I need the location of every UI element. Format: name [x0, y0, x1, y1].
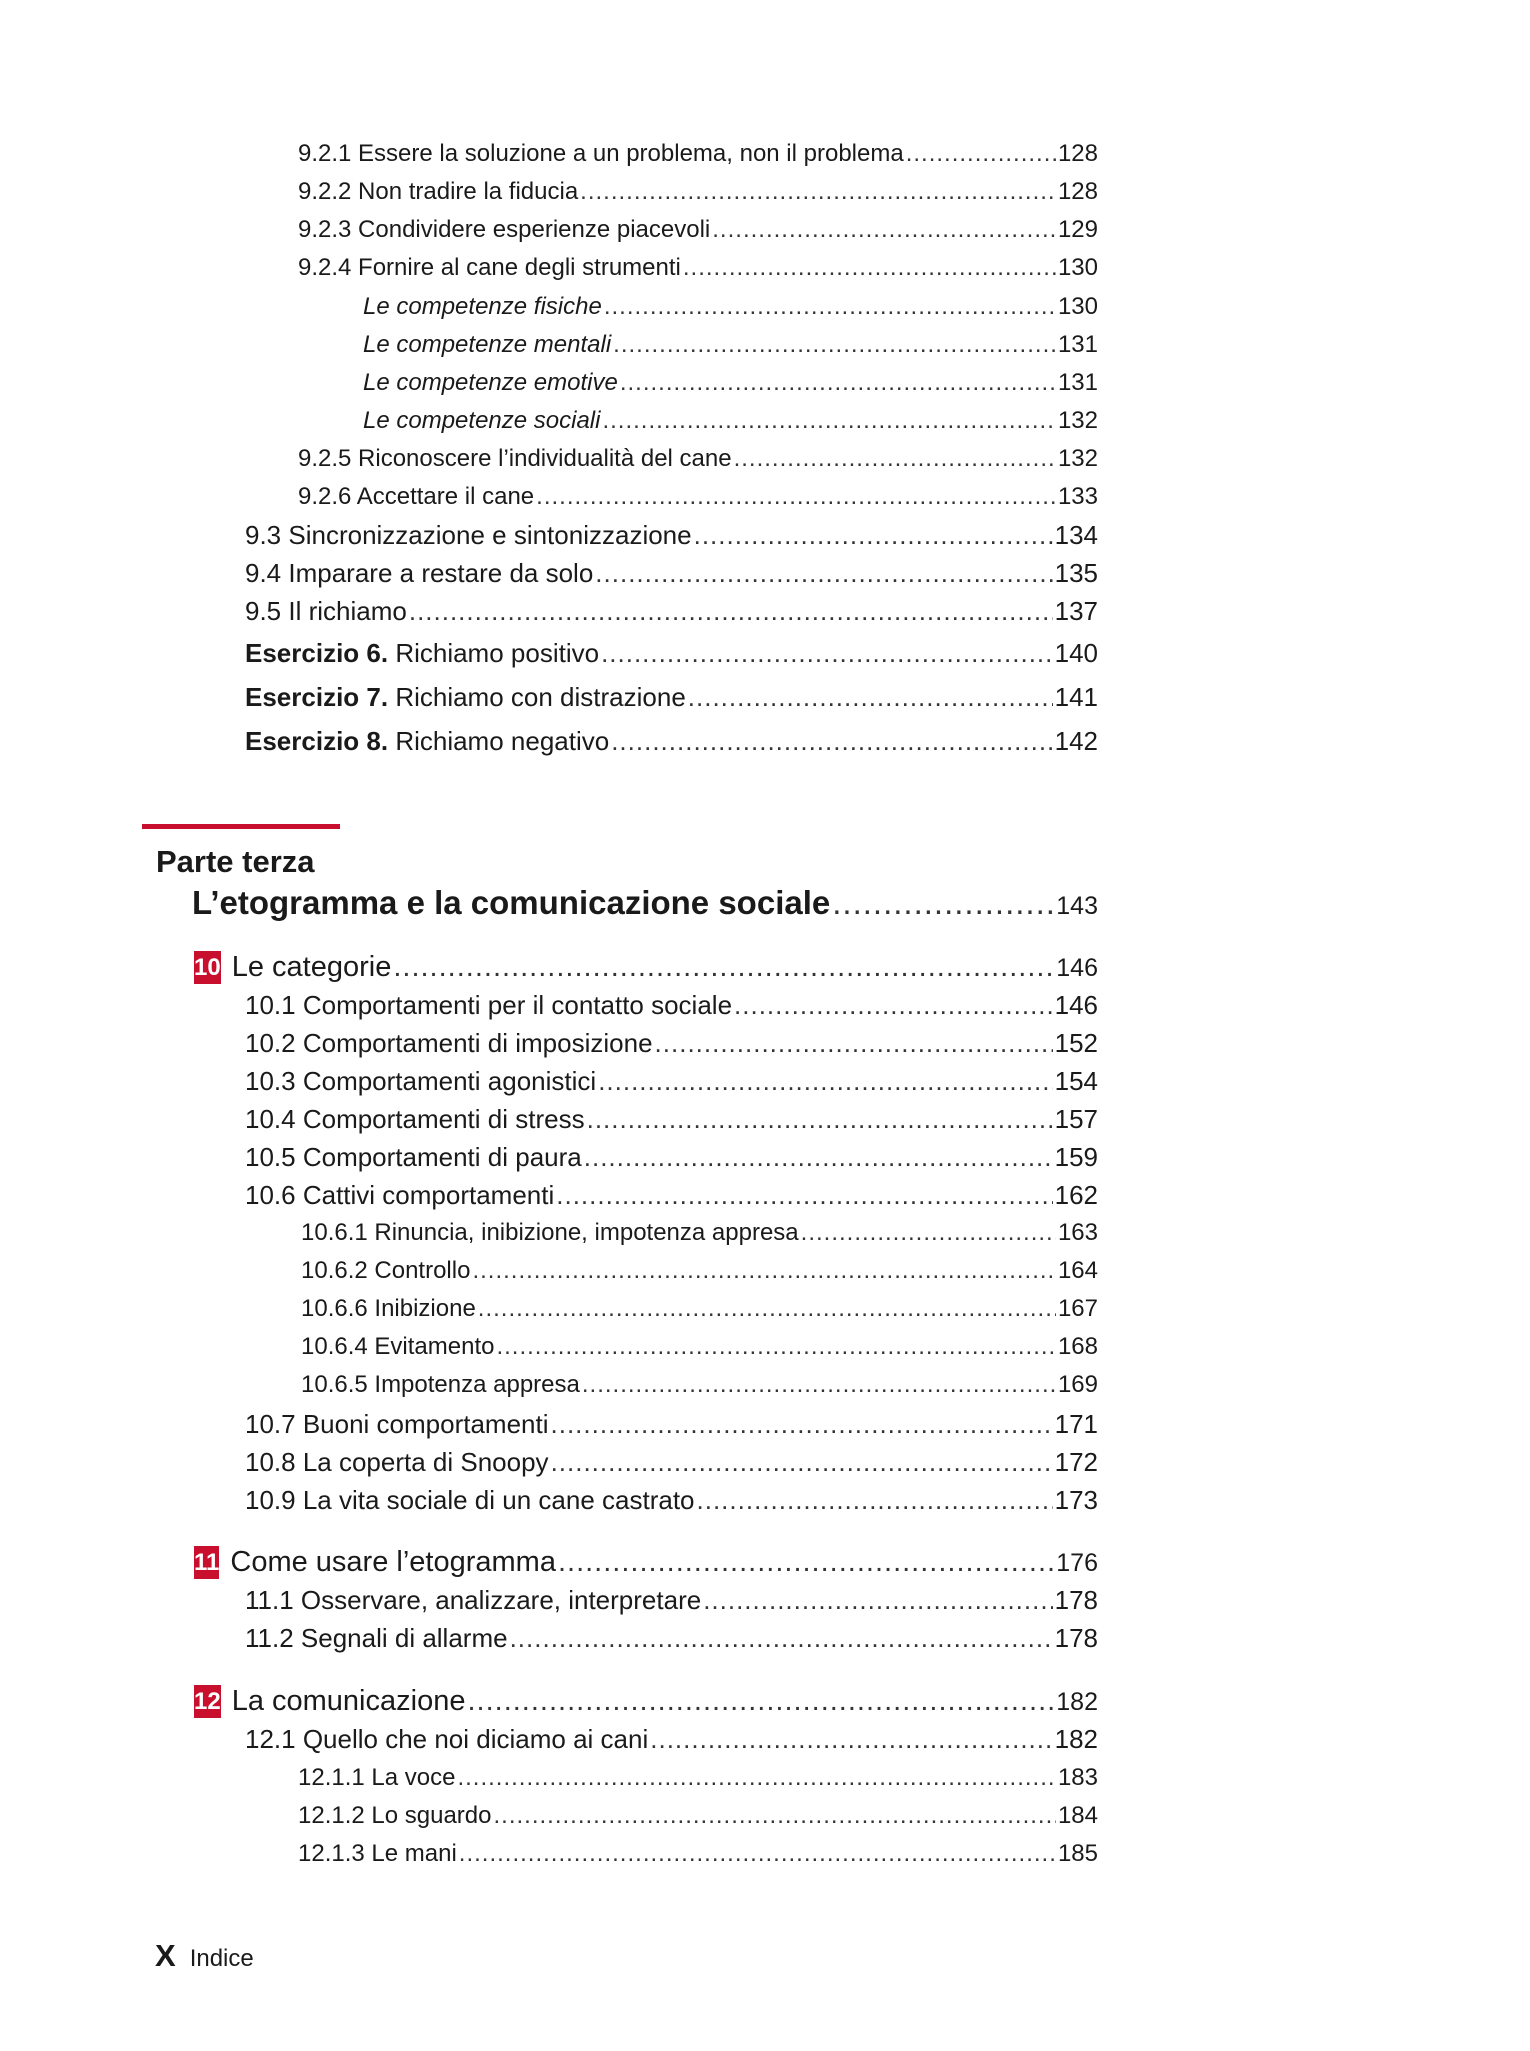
toc-section-page: 159 — [1054, 1142, 1098, 1172]
toc-section-title: 10.7 Buoni comportamenti — [245, 1409, 549, 1439]
toc-section-page: 172 — [1054, 1447, 1098, 1477]
leader-dots — [694, 522, 1053, 548]
leader-dots — [551, 1411, 1053, 1437]
toc-section — [245, 1625, 1098, 1651]
toc-section-title: 12.1 Quello che noi diciamo ai cani — [245, 1724, 649, 1754]
toc-section-title: 10.6 Cattivi comportamenti — [245, 1180, 555, 1210]
leader-dots — [613, 333, 1056, 357]
toc-entry — [298, 447, 1098, 471]
running-footer-label: Indice — [189, 1945, 254, 1972]
toc-subsection-page: 164 — [1057, 1257, 1098, 1284]
toc-entry-page: 129 — [1057, 216, 1098, 243]
leader-dots — [478, 1297, 1056, 1321]
toc-section — [245, 1449, 1098, 1475]
toc-section-page: 146 — [1054, 990, 1098, 1020]
toc-entry-page: 132 — [1057, 445, 1098, 472]
leader-dots — [580, 180, 1056, 204]
toc-section-title: 10.9 La vita sociale di un cane castrato — [245, 1485, 695, 1515]
chapter-number-badge: 10 — [194, 951, 221, 984]
exercise-label: Esercizio 7. — [245, 682, 389, 712]
page-footer — [155, 1940, 254, 1971]
toc-section-title: 10.1 Comportamenti per il contatto sociale — [245, 990, 733, 1020]
leader-dots — [801, 1221, 1056, 1245]
toc-section-page: 137 — [1054, 596, 1098, 626]
leader-dots — [536, 485, 1056, 509]
toc-entry — [363, 371, 1098, 395]
part-page: 143 — [1056, 892, 1098, 920]
toc-section — [245, 1030, 1098, 1056]
leader-dots — [587, 1106, 1053, 1132]
toc-section-page: 162 — [1054, 1180, 1098, 1210]
toc-section-title: 10.5 Comportamenti di paura — [245, 1142, 582, 1172]
leader-dots — [697, 1487, 1053, 1513]
chapter-title: Come usare l’etogramma — [230, 1546, 556, 1578]
toc-section-title: 10.4 Comportamenti di stress — [245, 1104, 585, 1134]
leader-dots — [611, 728, 1052, 754]
leader-dots — [688, 684, 1053, 710]
toc-entry-title: Le competenze sociali — [363, 407, 601, 434]
toc-entry-title: Le competenze fisiche — [363, 293, 602, 320]
leader-dots — [734, 992, 1053, 1018]
toc-section-title: 9.5 Il richiamo — [245, 596, 407, 626]
toc-subsection-page: 163 — [1057, 1219, 1098, 1246]
exercise-title: Richiamo con distrazione — [395, 682, 686, 712]
leader-dots — [595, 560, 1052, 586]
toc-entry-title: 9.2.5 Riconoscere l’individualità del cane — [298, 445, 732, 472]
toc-subsection-title: 10.6.2 Controllo — [301, 1257, 471, 1284]
toc-subsection — [301, 1373, 1098, 1397]
leader-dots — [459, 1842, 1056, 1866]
toc-section-title: 11.1 Osservare, analizzare, interpretare — [245, 1585, 702, 1615]
toc-entry-title: 9.2.6 Accettare il cane — [298, 483, 535, 510]
toc-section — [245, 598, 1098, 624]
toc-entry-page: 128 — [1057, 178, 1098, 205]
toc-section — [245, 1487, 1098, 1513]
toc-exercise — [245, 640, 1098, 666]
toc-subsection — [298, 1766, 1098, 1790]
toc-exercise — [245, 684, 1098, 710]
toc-section — [245, 1106, 1098, 1132]
toc-subsection — [301, 1297, 1098, 1321]
toc-entry-title: 9.2.1 Essere la soluzione a un problema, non il problema — [298, 140, 904, 167]
leader-dots — [703, 1587, 1052, 1613]
toc-subsection — [298, 1804, 1098, 1828]
leader-dots — [601, 640, 1053, 666]
exercise-title: Richiamo negativo — [395, 726, 610, 756]
toc-subsection-title: 10.6.1 Rinuncia, inibizione, impotenza appresa — [301, 1219, 799, 1246]
toc-entry-title: Le competenze emotive — [363, 369, 618, 396]
toc-entry-page: 130 — [1057, 254, 1098, 281]
toc-section-page: 152 — [1054, 1028, 1098, 1058]
exercise-page: 142 — [1054, 726, 1098, 756]
chapter-title: La comunicazione — [231, 1685, 466, 1717]
leader-dots — [655, 1030, 1053, 1056]
toc-section-page: 135 — [1054, 558, 1098, 588]
toc-entry-title: 9.2.4 Fornire al cane degli strumenti — [298, 254, 681, 281]
toc-subsection-title: 10.6.5 Impotenza appresa — [301, 1371, 580, 1398]
toc-section-page: 154 — [1054, 1066, 1098, 1096]
part-label: Parte terza — [156, 844, 315, 879]
toc-section-title: 9.3 Sincronizzazione e sintonizzazione — [245, 520, 692, 550]
toc-entry-page: 131 — [1057, 369, 1098, 396]
toc-section — [245, 560, 1098, 586]
toc-subsection — [301, 1221, 1098, 1245]
toc-subsection-page: 167 — [1057, 1295, 1098, 1322]
leader-dots — [496, 1335, 1056, 1359]
leader-dots — [832, 886, 1054, 919]
toc-section — [245, 1587, 1098, 1613]
chapter-entry — [194, 1547, 1098, 1580]
toc-entry — [298, 180, 1098, 204]
leader-dots — [467, 1687, 1054, 1716]
toc-section-page: 157 — [1054, 1104, 1098, 1134]
exercise-label: Esercizio 6. — [245, 638, 389, 668]
leader-dots — [510, 1625, 1053, 1651]
chapter-entry — [194, 952, 1098, 985]
toc-entry-page: 130 — [1057, 293, 1098, 320]
toc-section-page: 182 — [1054, 1724, 1098, 1754]
exercise-label: Esercizio 8. — [245, 726, 389, 756]
toc-section — [245, 1068, 1098, 1094]
leader-dots — [582, 1373, 1056, 1397]
toc-section-page: 173 — [1054, 1485, 1098, 1515]
leader-dots — [906, 142, 1056, 166]
toc-subsection-page: 169 — [1057, 1371, 1098, 1398]
toc-subsection-page: 183 — [1057, 1764, 1098, 1791]
toc-subsection-page: 168 — [1057, 1333, 1098, 1360]
chapter-number-badge: 11 — [194, 1546, 219, 1579]
leader-dots — [604, 295, 1056, 319]
toc-entry — [363, 409, 1098, 433]
toc-section-page: 178 — [1054, 1623, 1098, 1653]
part-title-entry — [192, 886, 1098, 919]
toc-subsection-title: 12.1.3 Le mani — [298, 1840, 457, 1867]
toc-exercise — [245, 728, 1098, 754]
exercise-title: Richiamo positivo — [395, 638, 600, 668]
leader-dots — [734, 447, 1056, 471]
toc-section — [245, 522, 1098, 548]
toc-entry — [298, 256, 1098, 280]
chapter-page: 176 — [1056, 1549, 1098, 1577]
leader-dots — [602, 409, 1055, 433]
leader-dots — [556, 1182, 1052, 1208]
leader-dots — [558, 1548, 1054, 1577]
toc-subsection-title: 12.1.2 Lo sguardo — [298, 1802, 492, 1829]
toc-section — [245, 1726, 1098, 1752]
toc-subsection-page: 184 — [1057, 1802, 1098, 1829]
chapter-page: 146 — [1056, 954, 1098, 982]
toc-entry-title: 9.2.3 Condividere esperienze piacevoli — [298, 216, 711, 243]
toc-subsection-page: 185 — [1057, 1840, 1098, 1867]
chapter-title: Le categorie — [231, 951, 392, 983]
toc-subsection — [301, 1335, 1098, 1359]
toc-section-title: 9.4 Imparare a restare da solo — [245, 558, 594, 588]
chapter-page: 182 — [1056, 1688, 1098, 1716]
leader-dots — [551, 1449, 1053, 1475]
toc-section-page: 171 — [1054, 1409, 1098, 1439]
toc-section — [245, 1411, 1098, 1437]
toc-entry-page: 128 — [1057, 140, 1098, 167]
toc-entry — [298, 485, 1098, 509]
toc-entry-title: Le competenze mentali — [363, 331, 612, 358]
toc-section-title: 10.8 La coperta di Snoopy — [245, 1447, 549, 1477]
leader-dots — [712, 218, 1056, 242]
leader-dots — [457, 1766, 1056, 1790]
toc-entry — [298, 142, 1098, 166]
part-divider-rule — [142, 824, 340, 829]
chapter-entry — [194, 1686, 1098, 1719]
leader-dots — [598, 1068, 1052, 1094]
toc-section — [245, 1182, 1098, 1208]
toc-section — [245, 1144, 1098, 1170]
leader-dots — [393, 953, 1054, 982]
toc-section — [245, 992, 1098, 1018]
toc-subsection-title: 10.6.4 Evitamento — [301, 1333, 495, 1360]
toc-entry — [363, 295, 1098, 319]
leader-dots — [683, 256, 1056, 280]
part-title: L’etogramma e la comunicazione sociale — [192, 884, 831, 921]
exercise-page: 141 — [1054, 682, 1098, 712]
toc-section-page: 134 — [1054, 520, 1098, 550]
chapter-number-badge: 12 — [194, 1685, 221, 1718]
toc-subsection-title: 10.6.6 Inibizione — [301, 1295, 476, 1322]
toc-entry-page: 131 — [1057, 331, 1098, 358]
toc-section-page: 178 — [1054, 1585, 1098, 1615]
leader-dots — [409, 598, 1053, 624]
toc-section-title: 10.3 Comportamenti agonistici — [245, 1066, 597, 1096]
toc-subsection — [301, 1259, 1098, 1283]
exercise-page: 140 — [1054, 638, 1098, 668]
toc-entry-page: 133 — [1057, 483, 1098, 510]
toc-subsection — [298, 1842, 1098, 1866]
toc-entry — [298, 218, 1098, 242]
toc-section-title: 11.2 Segnali di allarme — [245, 1623, 508, 1653]
page-number: X — [155, 1938, 176, 1973]
toc-entry — [363, 333, 1098, 357]
leader-dots — [494, 1804, 1056, 1828]
leader-dots — [584, 1144, 1053, 1170]
toc-subsection-title: 12.1.1 La voce — [298, 1764, 456, 1791]
leader-dots — [620, 371, 1056, 395]
leader-dots — [650, 1726, 1052, 1752]
toc-entry-title: 9.2.2 Non tradire la fiducia — [298, 178, 579, 205]
toc-entry-page: 132 — [1057, 407, 1098, 434]
toc-section-title: 10.2 Comportamenti di imposizione — [245, 1028, 653, 1058]
leader-dots — [472, 1259, 1056, 1283]
